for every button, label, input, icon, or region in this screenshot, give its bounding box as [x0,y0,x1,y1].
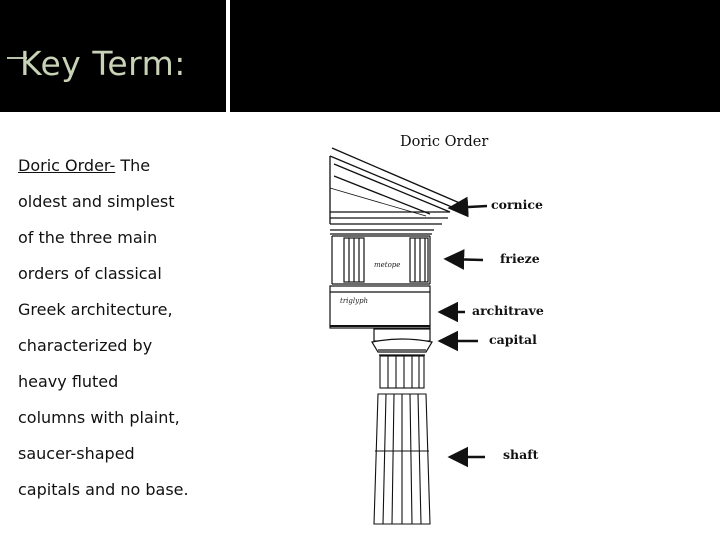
pediment-cornice [330,148,462,234]
definition-line-3: of the three main [18,228,158,247]
metope-label: metope [374,261,401,269]
header-bottom-rule [0,112,720,115]
definition-line-7: heavy fluted [18,372,119,391]
diagram-title: Doric Order [400,134,489,150]
definition-line-6: characterized by [18,336,153,355]
column-capital [372,329,432,355]
architrave-label: architrave [472,303,544,318]
capital-label: capital [489,332,537,347]
header-divider [226,0,230,112]
definition-line-1: The [115,156,151,175]
definition-line-2: oldest and simplest [18,192,175,211]
frieze-block [332,236,430,284]
column-neck [380,356,424,388]
architrave-block [330,286,430,328]
definition-line-10: capitals and no base. [18,480,189,499]
term-label: Doric Order- [18,156,116,175]
definition-line-9: saucer-shaped [18,444,135,463]
frieze-label: frieze [500,251,540,266]
shaft-label: shaft [503,447,539,462]
definition-line-5: Greek architecture, [18,300,173,319]
triglyph-label: triglyph [340,297,369,305]
definition-line-8: columns with plaint, [18,408,180,427]
header-right-panel [230,0,720,112]
label-arrows [440,206,487,457]
slide-title: Key Term: [20,44,186,83]
doric-order-diagram [322,126,562,526]
definition-line-4: orders of classical [18,264,162,283]
cornice-label: cornice [491,197,543,212]
column-shaft [374,394,430,524]
definition-text [18,148,218,508]
